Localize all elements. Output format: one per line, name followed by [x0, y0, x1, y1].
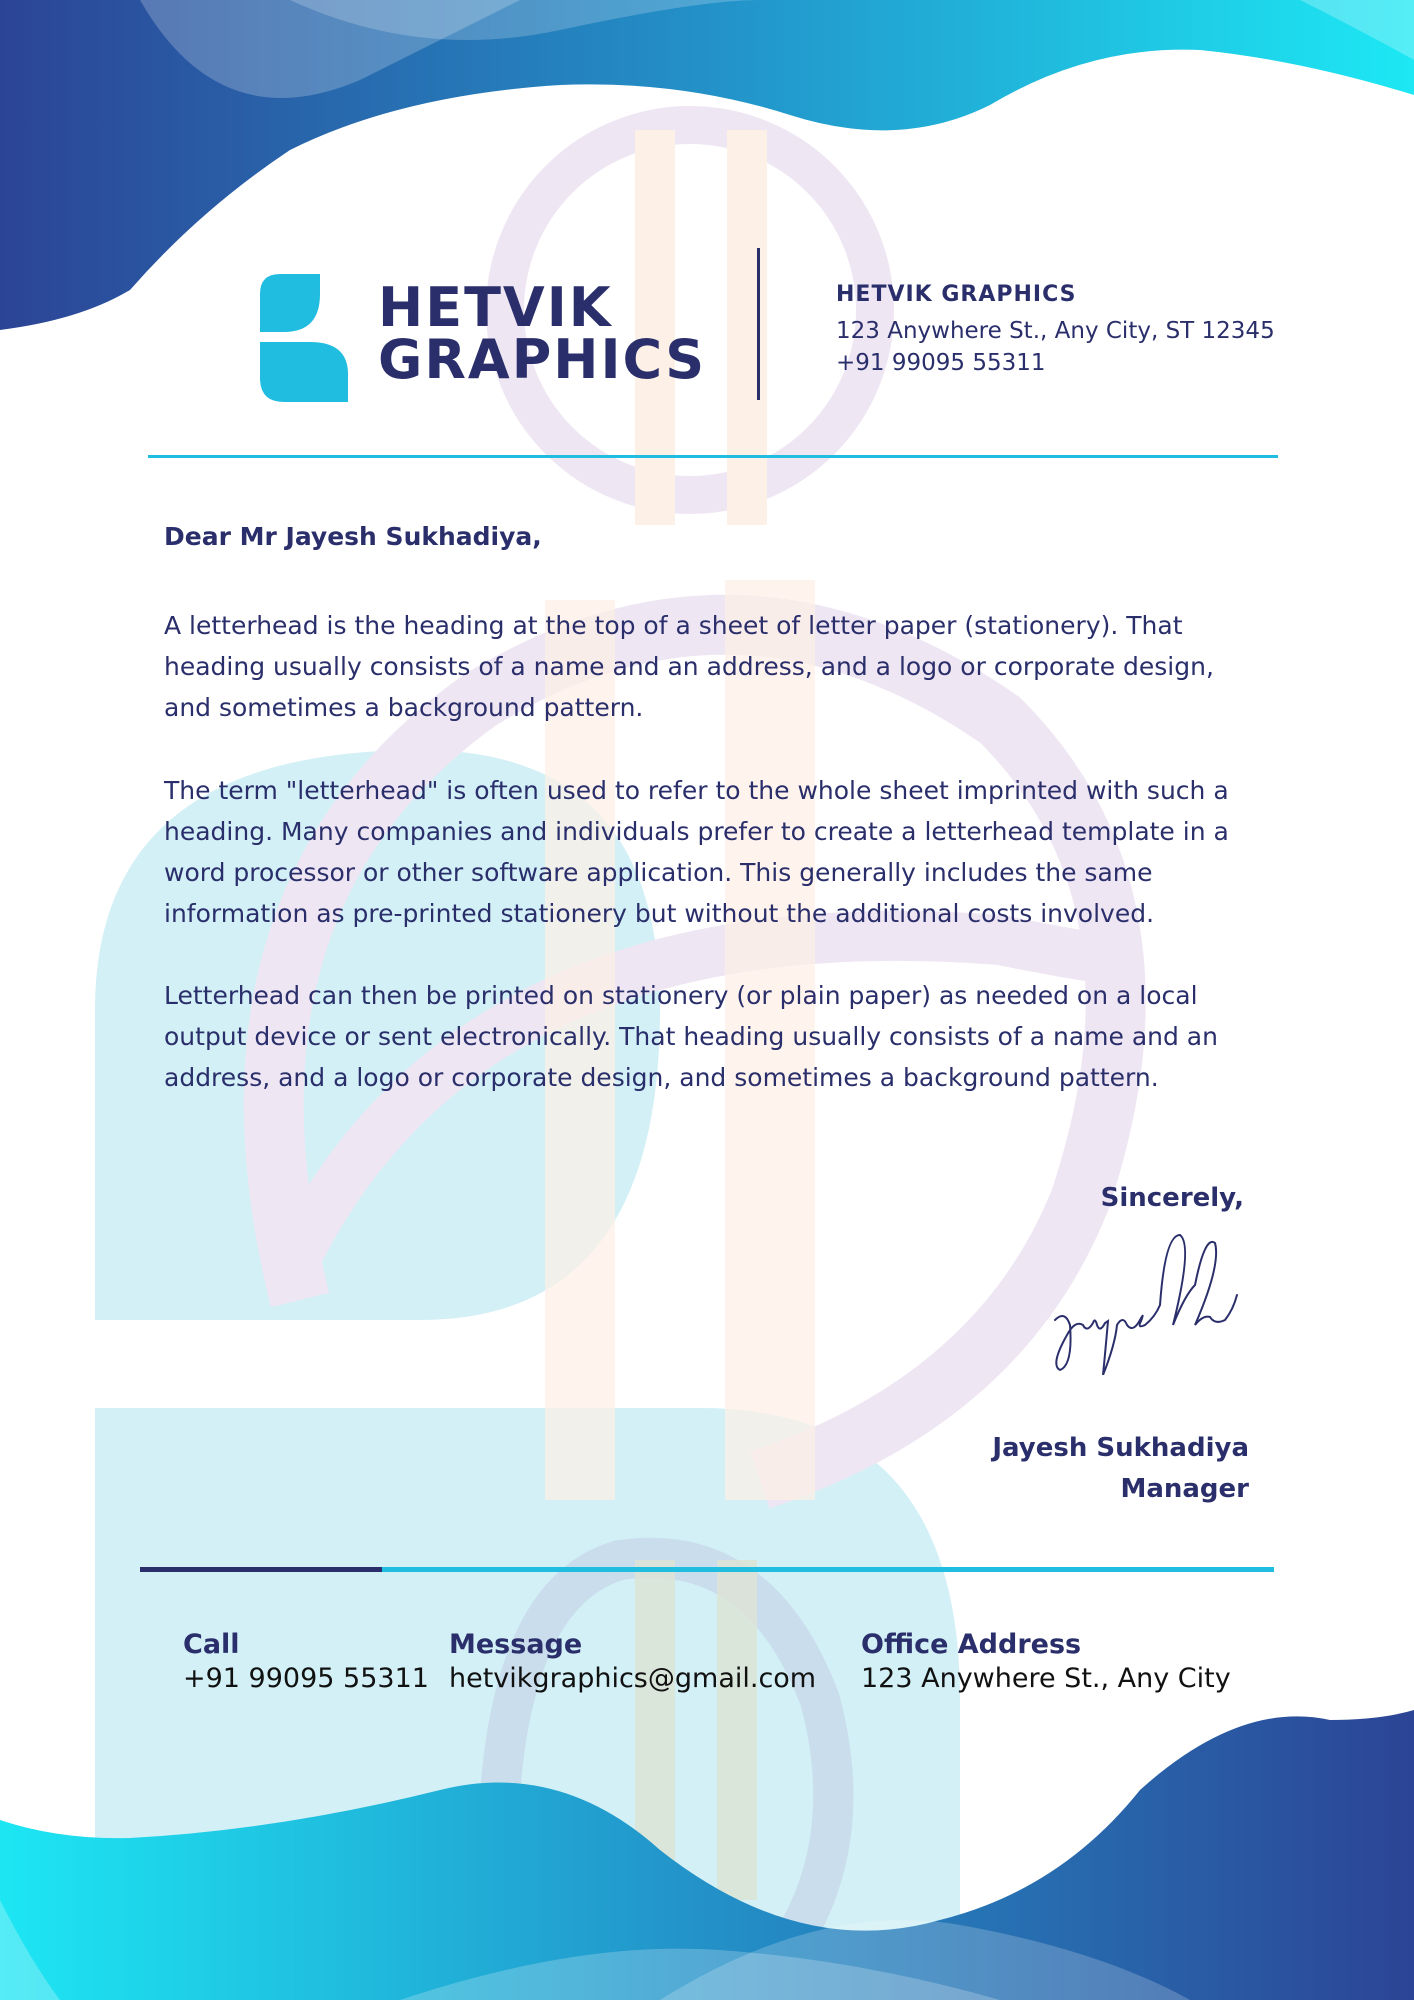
footer-rule-dark: [140, 1567, 382, 1572]
header-divider: [757, 248, 760, 400]
footer-address: [861, 1628, 1231, 1696]
footer-call: [183, 1628, 429, 1696]
header-phone: +91 99095 55311: [836, 350, 1046, 376]
header-rule: [148, 455, 1278, 458]
closing: Sincerely,: [1100, 1183, 1244, 1213]
hetvik-logo-icon: [260, 274, 348, 402]
paragraph-1: A letterhead is the heading at the top of a sheet of letter paper (stationery). That heading usually consists of a name and an address, and a logo or corporate design, and sometimes a background pattern.: [164, 611, 1214, 722]
footer-address-label: Office Address: [861, 1629, 1082, 1660]
header-address: 123 Anywhere St., Any City, ST 12345: [836, 318, 1275, 344]
logo-line-1: HETVIK: [378, 276, 613, 339]
signature-icon: [1045, 1225, 1245, 1375]
paragraph-2: The term "letterhead" is often used to refer to the whole sheet imprinted with such a heading. Many companies and individuals prefer to create a letterhead template in a word processor or other software application. This generally includes the same information as pre-printed stationery but without the additional costs involved.: [164, 776, 1229, 928]
logo-line-2: GRAPHICS: [378, 328, 707, 391]
paragraph-3: Letterhead can then be printed on stationery (or plain paper) as needed on a local output device or sent electronically. That heading usually consists of a name and an address, and a logo or corporate design, and sometimes a background pattern.: [164, 981, 1218, 1092]
footer-address-value: 123 Anywhere St., Any City: [861, 1663, 1231, 1694]
footer-message-label: Message: [449, 1629, 583, 1660]
signer-title: Manager: [1120, 1474, 1249, 1504]
header-contact: [836, 282, 1275, 379]
footer-rule: [140, 1567, 1274, 1572]
footer-call-label: Call: [183, 1629, 240, 1660]
footer-message: [449, 1628, 816, 1696]
footer-rule-light: [382, 1567, 1274, 1572]
footer-email-link[interactable]: hetvikgraphics@gmail.com: [449, 1663, 817, 1694]
signer-name: Jayesh Sukhadiya: [992, 1433, 1249, 1463]
logo-wordmark: [378, 276, 707, 391]
salutation: Dear Mr Jayesh Sukhadiya,: [164, 522, 542, 551]
signer-block: [992, 1428, 1249, 1510]
footer-call-value[interactable]: +91 99095 55311: [183, 1663, 429, 1694]
company-name: HETVIK GRAPHICS: [836, 282, 1077, 307]
